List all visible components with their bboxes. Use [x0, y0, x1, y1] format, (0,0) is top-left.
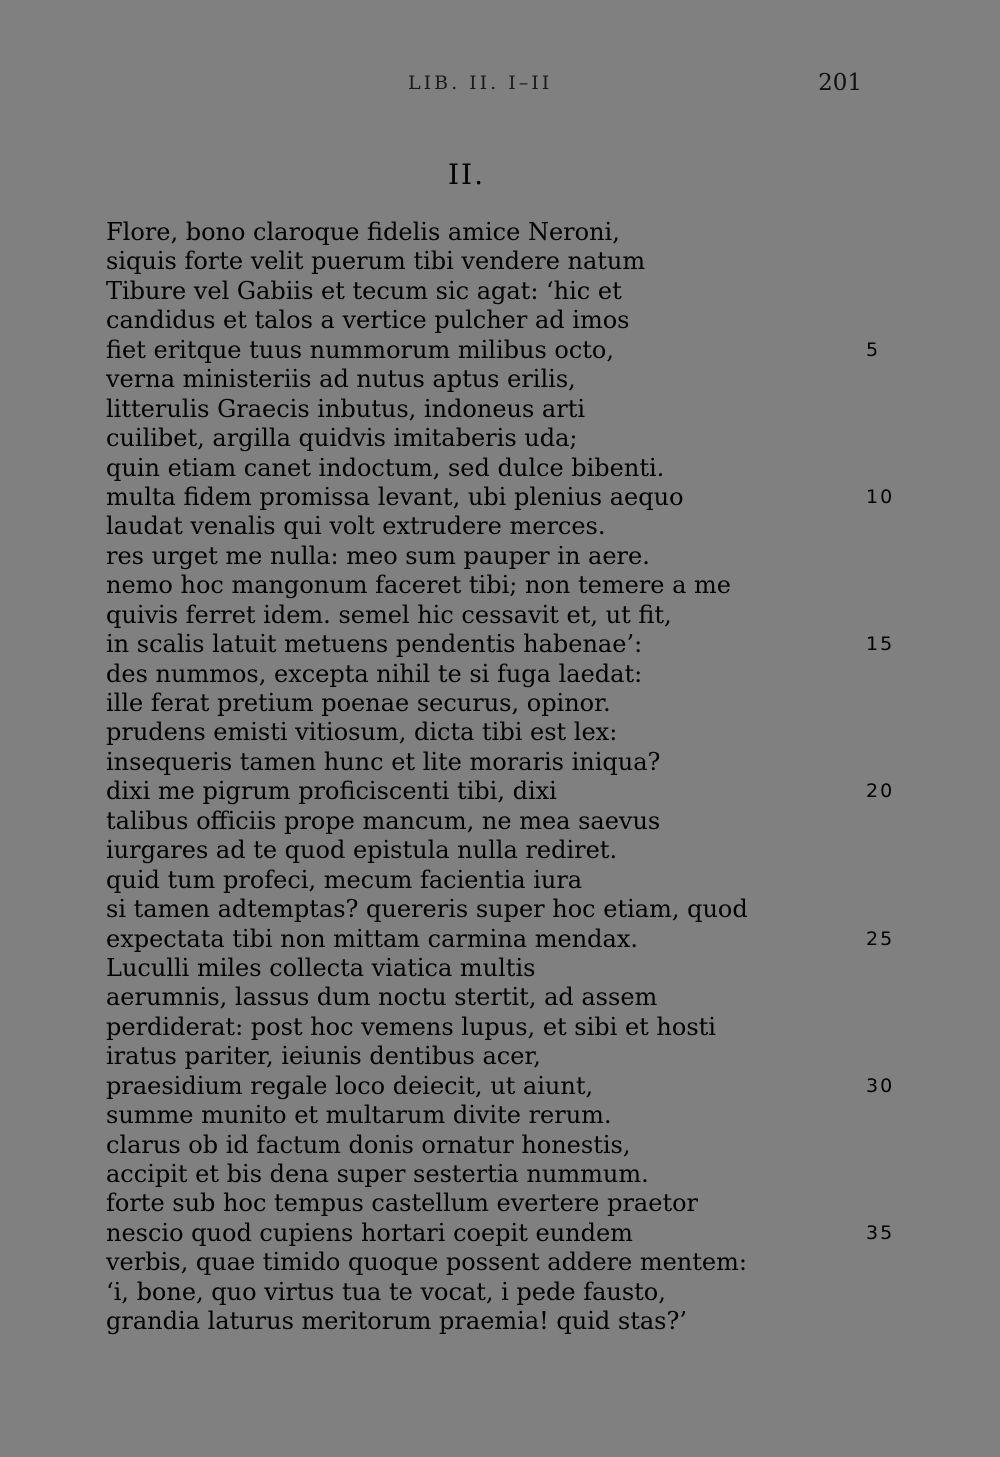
line-number: 25	[866, 927, 895, 950]
verse-line	[106, 836, 906, 865]
poem-number: II.	[448, 158, 486, 191]
verse-text: ille ferat pretium poenae securus, opinor.	[106, 689, 611, 717]
verse-line	[106, 777, 906, 806]
verse-text: in scalis latuit metuens pendentis habenae’:	[106, 630, 643, 659]
verse-line	[106, 983, 906, 1012]
verse-text: laudat venalis qui volt extrudere merces.	[106, 512, 606, 541]
line-number: 35	[866, 1221, 895, 1244]
verse-line	[106, 336, 906, 365]
verse-text: aerumnis, lassus dum noctu stertit, ad assem	[106, 983, 658, 1012]
verse-line	[106, 1248, 906, 1277]
verse-line	[106, 718, 906, 747]
verse-text: litterulis Graecis inbutus, indoneus arti	[106, 394, 586, 423]
verse-text: verna ministeriis ad nutus aptus erilis,	[106, 365, 576, 394]
verse-text: verbis, quae timido quoque possent addere mentem:	[106, 1248, 747, 1277]
verse-line	[106, 895, 906, 924]
line-number: 5	[866, 338, 881, 361]
verse-line	[106, 512, 906, 541]
verse-text: Luculli miles collecta viatica multis	[106, 953, 536, 982]
verse-line	[106, 1278, 906, 1307]
verse-text: prudens emisti vitiosum, dicta tibi est lex:	[106, 718, 618, 747]
verse-text: iurgares ad te quod epistula nulla rediret.	[106, 836, 618, 865]
verse-text: des nummos, excepta nihil te si fuga laedat:	[106, 659, 643, 688]
verse-line	[106, 689, 906, 718]
line-number: 20	[866, 780, 895, 803]
verse-line	[106, 1072, 906, 1101]
verse-line	[106, 277, 906, 306]
verse-text: forte sub hoc tempus castellum evertere praetor	[106, 1189, 699, 1218]
verse-line	[106, 306, 906, 335]
verse-text: candidus et talos a vertice pulcher ad imos	[106, 306, 630, 335]
verse-text: accipit et bis dena super sestertia nummum.	[106, 1160, 649, 1188]
verse-line	[106, 1189, 906, 1218]
verse-line	[106, 571, 906, 600]
verse-line	[106, 748, 906, 777]
verse-text: multa fidem promissa levant, ubi plenius aequo	[106, 482, 684, 511]
verse-text: res urget me nulla: meo sum pauper in aere.	[106, 541, 650, 570]
verse-line	[106, 1219, 906, 1248]
verse-line	[106, 660, 906, 689]
line-number: 30	[866, 1074, 895, 1097]
verse-text: expectata tibi non mittam carmina mendax.	[106, 924, 638, 953]
verse-text: insequeris tamen hunc et lite moraris iniqua?	[106, 747, 661, 776]
line-number: 10	[866, 485, 895, 508]
verse-block	[106, 218, 906, 1337]
verse-line	[106, 454, 906, 483]
verse-text: siquis forte velit puerum tibi vendere natum	[106, 247, 646, 276]
verse-line	[106, 1042, 906, 1071]
verse-line	[106, 925, 906, 954]
page-number: 201	[818, 70, 862, 96]
verse-line	[106, 247, 906, 276]
verse-line	[106, 365, 906, 394]
verse-text: summe munito et multarum divite rerum.	[106, 1101, 612, 1130]
verse-line	[106, 395, 906, 424]
verse-text: grandia laturus meritorum praemia! quid stas?’	[106, 1307, 687, 1336]
verse-line	[106, 601, 906, 630]
verse-text: dixi me pigrum proficiscenti tibi, dixi	[106, 777, 557, 806]
verse-text: nemo hoc mangonum faceret tibi; non temere a me	[106, 571, 731, 600]
verse-line	[106, 1131, 906, 1160]
verse-text: perdiderat: post hoc vemens lupus, et sibi et hosti	[106, 1012, 716, 1041]
verse-line	[106, 218, 906, 247]
verse-line	[106, 630, 906, 659]
verse-text: clarus ob id factum donis ornatur honestis,	[106, 1130, 631, 1159]
line-number: 15	[866, 633, 895, 656]
verse-line	[106, 483, 906, 512]
verse-line	[106, 1307, 906, 1336]
verse-text: quin etiam canet indoctum, sed dulce bibenti.	[106, 453, 665, 482]
verse-text: quivis ferret idem. semel hic cessavit et, ut fit,	[106, 600, 672, 629]
verse-text: fiet eritque tuus nummorum milibus octo,	[106, 335, 614, 364]
verse-text: nescio quod cupiens hortari coepit eundem	[106, 1218, 633, 1247]
verse-line	[106, 1160, 906, 1189]
verse-line	[106, 542, 906, 571]
verse-text: praesidium regale loco deiecit, ut aiunt,	[106, 1071, 594, 1100]
verse-line	[106, 1101, 906, 1130]
verse-line	[106, 1013, 906, 1042]
verse-line	[106, 424, 906, 453]
verse-line	[106, 807, 906, 836]
verse-text: cuilibet, argilla quidvis imitaberis uda;	[106, 424, 578, 453]
verse-text: talibus officiis prope mancum, ne mea saevus	[106, 806, 661, 835]
verse-text: iratus pariter, ieiunis dentibus acer,	[106, 1042, 541, 1071]
verse-text: ‘i, bone, quo virtus tua te vocat, i pede fausto,	[106, 1277, 666, 1306]
verse-text: si tamen adtemptas? quereris super hoc etiam, quod	[106, 895, 748, 924]
verse-line	[106, 954, 906, 983]
verse-text: Flore, bono claroque fidelis amice Neroni,	[106, 218, 620, 246]
verse-text: quid tum profeci, mecum facientia iura	[106, 865, 583, 894]
verse-line	[106, 866, 906, 895]
verse-text: Tibure vel Gabiis et tecum sic agat: ‘hic et	[106, 276, 622, 305]
running-head: LIB. II. I–II	[408, 72, 553, 94]
